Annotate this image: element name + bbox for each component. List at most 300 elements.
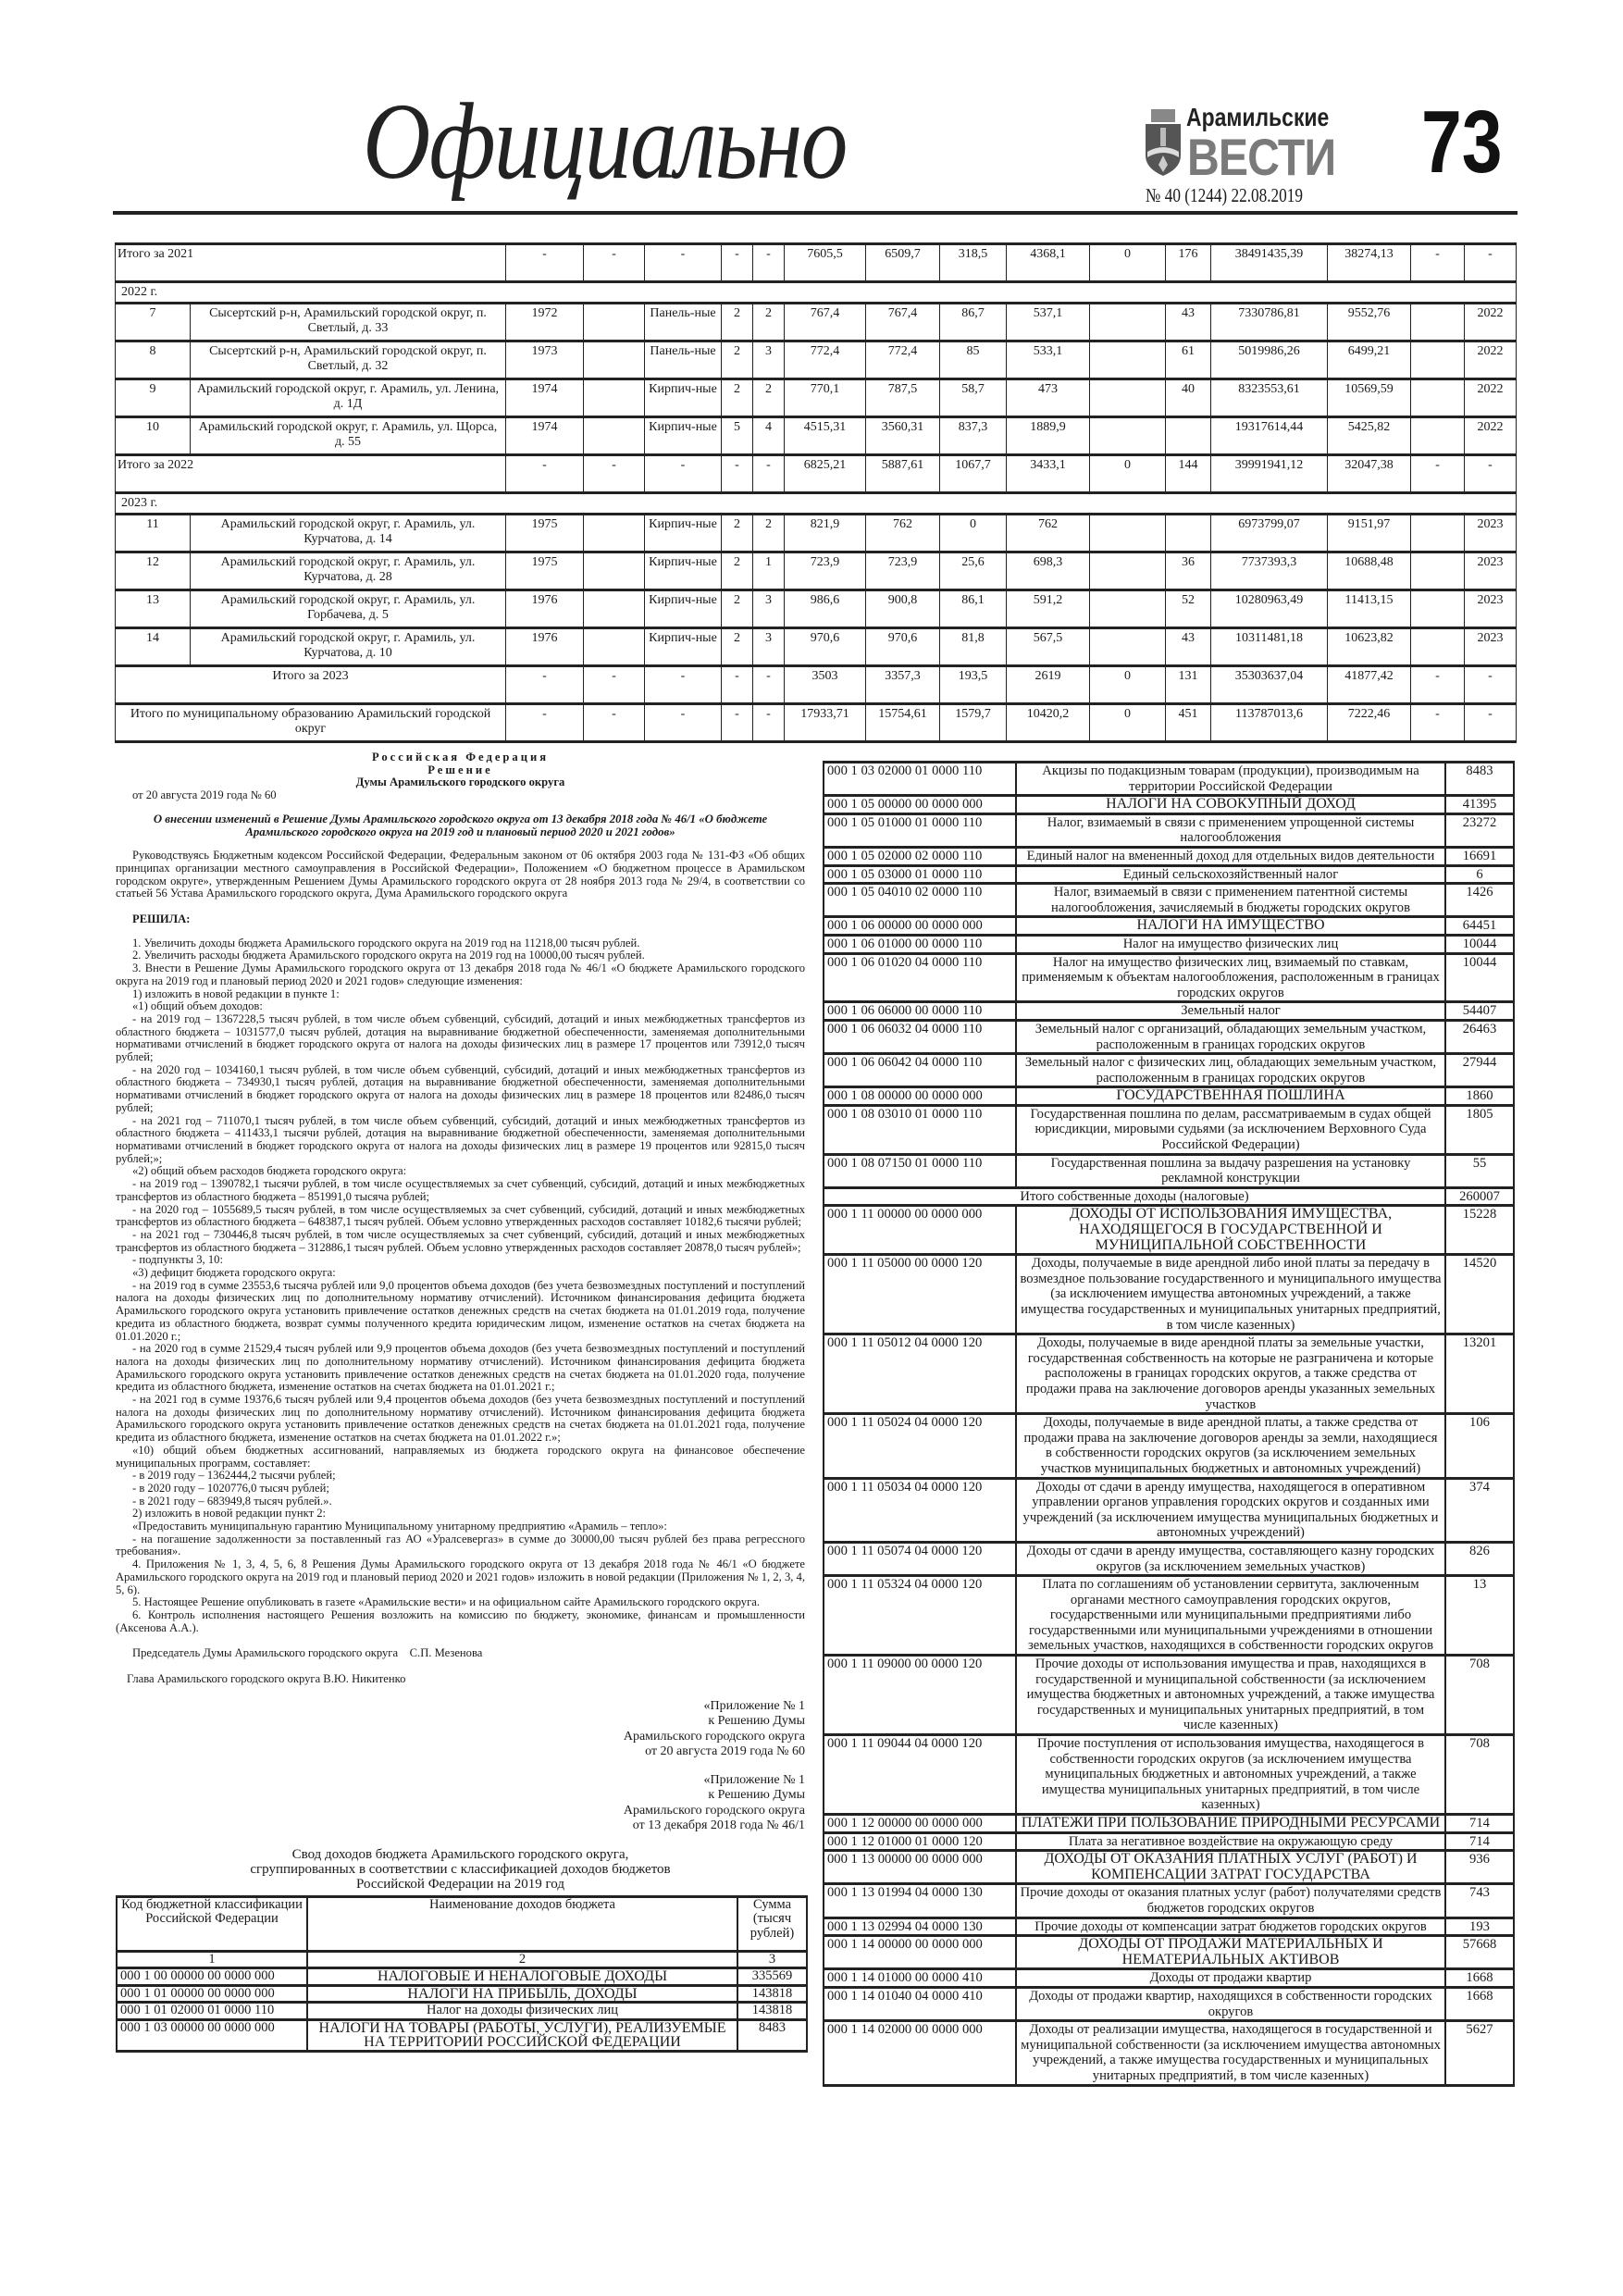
appendix-line: к Решению Думы bbox=[708, 1714, 805, 1729]
income-name: Доходы от сдачи в аренду имущества, составляющего казну городских округов (за исключением земельных участков) bbox=[1016, 1542, 1445, 1575]
table-cell: - bbox=[722, 455, 753, 493]
table-cell: 3357,3 bbox=[866, 666, 940, 704]
decision-paragraph: 5. Настоящее Решение опубликовать в газете «Арамильские вести» и на официальном сайте Арамильского городского округа. bbox=[132, 1595, 761, 1609]
table-cell: 837,3 bbox=[940, 417, 1007, 455]
table-cell: 3 bbox=[753, 628, 785, 666]
table-cell: 1889,9 bbox=[1007, 417, 1090, 455]
table-cell: 61 bbox=[1166, 341, 1211, 379]
table-cell bbox=[1090, 590, 1166, 628]
budget-code: 000 1 11 09044 04 0000 120 bbox=[824, 1735, 1016, 1815]
income-row bbox=[117, 1985, 807, 2003]
table-cell bbox=[1411, 590, 1465, 628]
budget-code: 000 1 06 06000 00 0000 110 bbox=[824, 1002, 1016, 1021]
income-name: Земельный налог с физических лиц, обладающих земельным участком, расположенным в границах городских округов bbox=[1016, 1054, 1445, 1087]
table-cell bbox=[1411, 515, 1465, 552]
appendix-line: Арамильского городского округа bbox=[623, 1803, 805, 1818]
table-cell: - bbox=[1465, 455, 1517, 493]
income-name: Плата за негативное воздействие на окружающую среду bbox=[1016, 1832, 1445, 1851]
table-cell: 2619 bbox=[1007, 666, 1090, 704]
table-cell: 2022 bbox=[1465, 304, 1517, 341]
income-row bbox=[824, 1832, 1514, 1851]
budget-code: 000 1 12 01000 01 0000 120 bbox=[824, 1832, 1016, 1851]
table-cell: 9151,97 bbox=[1328, 515, 1411, 552]
table-cell: 770,1 bbox=[785, 379, 866, 417]
table-cell: 7737393,3 bbox=[1211, 552, 1328, 590]
table-cell: 0 bbox=[1090, 666, 1166, 704]
income-row bbox=[824, 1002, 1514, 1021]
table-cell: - bbox=[584, 455, 645, 493]
income-row bbox=[824, 935, 1514, 953]
decision-paragraph: - на 2019 год в сумме 23553,6 тысяча рублей или 9,0 процентов объема доходов (без учета безвозмездных поступлений и поступлений налога на доходы физических лиц по дополнительному нормативу отчислений). Источником финансирования дефицита бюджета Арамильского городского округа установить привлечение остатков денежных средств на счетах бюджета на 01.01.2019 года, получение кредита из областного бюджета, возврат суммы полученного кредита юридическим лицом, изменение остатков на счетах бюджета на 01.01.2020 г.; bbox=[116, 1278, 805, 1343]
year-row bbox=[116, 493, 1517, 515]
table-cell bbox=[1090, 341, 1166, 379]
table-cell: 2023 г. bbox=[116, 493, 1517, 515]
income-row bbox=[824, 813, 1514, 847]
budget-code: 000 1 05 03000 01 0000 110 bbox=[824, 865, 1016, 884]
decision-paragraph: - на 2021 год – 730446,8 тысяч рублей, в том числе осуществляемых за счет субвенций, субсидий, дотаций и иных межбюджетных трансфертов из областного бюджета – 312886,1 тысяч рублей. Объем условно утвержденных расходов составляет 20878,0 тысяч рублей»; bbox=[116, 1227, 805, 1254]
table-cell: 0 bbox=[1090, 704, 1166, 742]
table-cell bbox=[584, 628, 645, 666]
table-cell: 2 bbox=[722, 590, 753, 628]
table-cell: - bbox=[506, 666, 584, 704]
table-cell: 6509,7 bbox=[866, 244, 940, 282]
header-sum: Сумма (тысяч рублей) bbox=[737, 1896, 807, 1951]
table-cell: - bbox=[645, 244, 722, 282]
appendix-line: «Приложение № 1 bbox=[703, 1772, 805, 1787]
table-cell: - bbox=[722, 704, 753, 742]
doc-type-heading: Решение bbox=[427, 763, 493, 776]
budget-code: 000 1 12 00000 00 0000 000 bbox=[824, 1815, 1016, 1833]
table-cell: 3503 bbox=[785, 666, 866, 704]
income-name: Земельный налог bbox=[1016, 1002, 1445, 1021]
table-cell: 1975 bbox=[506, 515, 584, 552]
title-line: сгруппированных в соответствии с классификацией доходов бюджетов bbox=[250, 1861, 671, 1877]
income-sum: 41395 bbox=[1445, 796, 1514, 814]
income-row bbox=[824, 1917, 1514, 1936]
income-name: Налог, взимаемый в связи с применением упрощенной системы налогообложения bbox=[1016, 813, 1445, 847]
income-sum: 23272 bbox=[1445, 813, 1514, 847]
table-cell: 10623,82 bbox=[1328, 628, 1411, 666]
table-cell: Итого по муниципальному образованию Арамильский городской округ bbox=[116, 704, 506, 742]
income-sum: 936 bbox=[1445, 1851, 1514, 1884]
table-header-row bbox=[117, 1896, 807, 1951]
table-cell: - bbox=[753, 455, 785, 493]
income-sum: 374 bbox=[1445, 1478, 1514, 1542]
table-cell: 1975 bbox=[506, 552, 584, 590]
page-number: 73 bbox=[1421, 93, 1503, 192]
table-cell: 1579,7 bbox=[940, 704, 1007, 742]
income-name: НАЛОГОВЫЕ И НЕНАЛОГОВЫЕ ДОХОДЫ bbox=[307, 1968, 737, 1986]
table-cell: - bbox=[753, 666, 785, 704]
table-cell: 473 bbox=[1007, 379, 1090, 417]
table-cell: - bbox=[753, 244, 785, 282]
table-cell: 2 bbox=[753, 379, 785, 417]
resolved-label: РЕШИЛА: bbox=[132, 912, 191, 926]
table-cell: 2 bbox=[722, 341, 753, 379]
income-name: Доходы, получаемые в виде арендной платы за земельные участки, государственная собственность на которые не разграничена и которые расположены в границах городских округов, а также средства от продажи права на заключение договоров аренды указанных земельных участков bbox=[1016, 1334, 1445, 1414]
header-code: Код бюджетной классификации Российской Федерации bbox=[117, 1896, 307, 1951]
decision-paragraph: «2) общий объем расходов бюджета городского округа: bbox=[132, 1164, 407, 1178]
table-cell: 15754,61 bbox=[866, 704, 940, 742]
table-cell: 32047,38 bbox=[1328, 455, 1411, 493]
decision-paragraph: «1) общий объем доходов: bbox=[132, 999, 263, 1013]
income-sum: 708 bbox=[1445, 1656, 1514, 1735]
budget-code: 000 1 13 00000 00 0000 000 bbox=[824, 1851, 1016, 1884]
decision-paragraph: - на 2020 год – 1055689,5 тысяч рублей, в том числе осуществляемых за счет субвенций, субсидий, дотаций и иных межбюджетных трансфертов из областного бюджета – 648387,1 тысяч рублей. Объем условно утвержденных расходов составляет 10182,6 тысячи рублей; bbox=[116, 1202, 805, 1229]
decision-paragraph: - на 2021 год – 711070,1 тысяч рублей, в том числе объем субвенций, субсидий, дотаций и иных межбюджетных трансфертов из областного бюджета – 411433,1 тысячи рублей, дотация на выравнивание бюджетной обеспеченности, заменяемая дополнительными нормативами отчислений в бюджет городского округа от налога на доходы физических лиц в размере 19 процентов или 92815,0 тысяч рублей;»; bbox=[116, 1113, 805, 1165]
appendix-line: Арамильского городского округа bbox=[623, 1729, 805, 1744]
table-cell bbox=[1090, 304, 1166, 341]
table-cell: Сысертский р-н, Арамильский городской округ, п. Светлый, д. 32 bbox=[191, 341, 506, 379]
budget-code: 000 1 06 01000 00 0000 110 bbox=[824, 935, 1016, 953]
year-row bbox=[116, 282, 1517, 304]
table-cell: Кирпич-ные bbox=[645, 515, 722, 552]
table-cell: 537,1 bbox=[1007, 304, 1090, 341]
income-sum: 8483 bbox=[1445, 763, 1514, 796]
income-sum: 335569 bbox=[737, 1968, 807, 1986]
budget-code: 000 1 01 00000 00 0000 000 bbox=[117, 1985, 307, 2003]
income-row bbox=[824, 1154, 1514, 1187]
income-row bbox=[824, 1884, 1514, 1917]
income-sum: 106 bbox=[1445, 1414, 1514, 1478]
table-row bbox=[116, 515, 1517, 552]
table-cell: - bbox=[645, 666, 722, 704]
table-cell: 567,5 bbox=[1007, 628, 1090, 666]
budget-code: 000 1 14 00000 00 0000 000 bbox=[824, 1936, 1016, 1969]
table-cell: Сысертский р-н, Арамильский городской округ, п. Светлый, д. 33 bbox=[191, 304, 506, 341]
income-name: Доходы, получаемые в виде арендной либо иной платы за передачу в возмездное пользование государственного и муниципального имущества (за исключением имущества автономных учреждений, а также имущества государственных и муниципальных унитарных предприятий, в том числе казенных) bbox=[1016, 1255, 1445, 1334]
table-cell: - bbox=[506, 704, 584, 742]
budget-code: 000 1 14 01040 04 0000 410 bbox=[824, 1987, 1016, 2020]
table-cell bbox=[1090, 628, 1166, 666]
table-cell: 1976 bbox=[506, 590, 584, 628]
table-cell: 86,1 bbox=[940, 590, 1007, 628]
income-row bbox=[824, 917, 1514, 936]
table-cell: - bbox=[1465, 666, 1517, 704]
table-cell: 6973799,07 bbox=[1211, 515, 1328, 552]
table-cell: Арамильский городской округ, г. Арамиль, ул. Ленина, д. 1Д bbox=[191, 379, 506, 417]
table-cell: - bbox=[722, 244, 753, 282]
income-sum: 5627 bbox=[1445, 2021, 1514, 2085]
budget-code: 000 1 11 05074 04 0000 120 bbox=[824, 1542, 1016, 1575]
income-sum: 13 bbox=[1445, 1576, 1514, 1656]
table-cell: Итого за 2022 bbox=[116, 455, 506, 493]
budget-code: 000 1 06 00000 00 0000 000 bbox=[824, 917, 1016, 936]
table-cell: - bbox=[1411, 455, 1465, 493]
signature-chair: Председатель Думы Арамильского городского округа С.П. Мезенова bbox=[132, 1646, 483, 1660]
table-cell: 3560,31 bbox=[866, 417, 940, 455]
income-row bbox=[824, 1542, 1514, 1575]
table-cell: 318,5 bbox=[940, 244, 1007, 282]
budget-code: 000 1 14 02000 00 0000 000 bbox=[824, 2021, 1016, 2085]
table-cell: 43 bbox=[1166, 628, 1211, 666]
table-cell: 451 bbox=[1166, 704, 1211, 742]
income-row bbox=[824, 1087, 1514, 1106]
income-row bbox=[824, 1478, 1514, 1542]
budget-code: 000 1 08 00000 00 0000 000 bbox=[824, 1087, 1016, 1106]
table-cell: 2 bbox=[753, 515, 785, 552]
table-cell: 970,6 bbox=[866, 628, 940, 666]
table-cell: 193,5 bbox=[940, 666, 1007, 704]
decision-paragraph: 2) изложить в новой редакции пункт 2: bbox=[132, 1507, 327, 1520]
table-cell: - bbox=[1411, 704, 1465, 742]
table-cell: 36 bbox=[1166, 552, 1211, 590]
table-row bbox=[116, 552, 1517, 590]
table-cell: 10 bbox=[116, 417, 191, 455]
table-cell: 5887,61 bbox=[866, 455, 940, 493]
decision-paragraph: 6. Контроль исполнения настоящего Решения возложить на комиссию по бюджету, экономике, финансам и промышленности (Аксенова А.А.). bbox=[116, 1608, 805, 1634]
table-cell: - bbox=[506, 244, 584, 282]
table-cell: 2023 bbox=[1465, 590, 1517, 628]
table-cell: 762 bbox=[866, 515, 940, 552]
table-cell: 4515,31 bbox=[785, 417, 866, 455]
budget-code: 000 1 11 05034 04 0000 120 bbox=[824, 1478, 1016, 1542]
table-cell: 762 bbox=[1007, 515, 1090, 552]
income-sum: 708 bbox=[1445, 1735, 1514, 1815]
income-row bbox=[824, 1656, 1514, 1735]
table-cell: - bbox=[1465, 704, 1517, 742]
table-cell: - bbox=[1411, 666, 1465, 704]
table-cell: - bbox=[722, 666, 753, 704]
table-cell bbox=[584, 590, 645, 628]
table-cell: 723,9 bbox=[785, 552, 866, 590]
appendix-reference-2 bbox=[116, 1773, 805, 1834]
table-cell bbox=[1411, 628, 1465, 666]
table-cell: 38491435,39 bbox=[1211, 244, 1328, 282]
table-cell: 85 bbox=[940, 341, 1007, 379]
table-row bbox=[116, 628, 1517, 666]
table-cell: 176 bbox=[1166, 244, 1211, 282]
table-cell: 2 bbox=[722, 515, 753, 552]
table-cell: Кирпич-ные bbox=[645, 628, 722, 666]
income-sum: 27944 bbox=[1445, 1054, 1514, 1087]
table-cell: 5 bbox=[722, 417, 753, 455]
income-name: Налог на имущество физических лиц, взимаемый по ставкам, применяемым к объектам налогообложения, расположенным в границах городских округов bbox=[1016, 953, 1445, 1002]
decision-paragraph: - подпункты 3, 10: bbox=[132, 1253, 223, 1267]
table-cell: 9 bbox=[116, 379, 191, 417]
budget-code: 000 1 13 01994 04 0000 130 bbox=[824, 1884, 1016, 1917]
income-name: Прочие доходы от компенсации затрат бюджетов городских округов bbox=[1016, 1917, 1445, 1936]
income-sum: 6 bbox=[1445, 865, 1514, 884]
income-table-part-1 bbox=[116, 1895, 808, 2053]
table-cell: 10688,48 bbox=[1328, 552, 1411, 590]
decision-paragraph: 2. Увеличить расходы бюджета Арамильского городского округа на 2019 год на 10000,00 тысяч рублей. bbox=[132, 949, 645, 962]
table-cell: - bbox=[584, 666, 645, 704]
table-cell: 0 bbox=[1090, 455, 1166, 493]
table-cell: 2023 bbox=[1465, 552, 1517, 590]
table-cell: 2022 bbox=[1465, 379, 1517, 417]
table-cell: 900,8 bbox=[866, 590, 940, 628]
table-cell: 13 bbox=[116, 590, 191, 628]
table-row bbox=[116, 341, 1517, 379]
income-row bbox=[117, 1968, 807, 1986]
budget-code: 000 1 11 00000 00 0000 000 bbox=[824, 1206, 1016, 1255]
table-cell: 0 bbox=[940, 515, 1007, 552]
table-cell: 787,5 bbox=[866, 379, 940, 417]
income-row bbox=[117, 2003, 807, 2020]
table-cell: 41877,42 bbox=[1328, 666, 1411, 704]
income-name: Прочие доходы от использования имущества и прав, находящихся в государственной и муниципальной собственности (за исключением имущества бюджетных и автономных учреждений, а также имущества государственных и муниципальных унитарных предприятий, в том числе казенных) bbox=[1016, 1656, 1445, 1735]
table-cell: 533,1 bbox=[1007, 341, 1090, 379]
table-cell: 10420,2 bbox=[1007, 704, 1090, 742]
table-cell: Арамильский городской округ, г. Арамиль, ул. Курчатова, д. 28 bbox=[191, 552, 506, 590]
table-cell: Арамильский городской округ, г. Арамиль, ул. Щорса, д. 55 bbox=[191, 417, 506, 455]
table-cell: 19317614,44 bbox=[1211, 417, 1328, 455]
newspaper-logo-top: Арамильские bbox=[1186, 103, 1330, 131]
income-name: НАЛОГИ НА ТОВАРЫ (РАБОТЫ, УСЛУГИ), РЕАЛИЗУЕМЫЕ НА ТЕРРИТОРИИ РОССИЙСКОЙ ФЕДЕРАЦИИ bbox=[307, 2019, 737, 2051]
table-cell: 8323553,61 bbox=[1211, 379, 1328, 417]
table-cell: 9552,76 bbox=[1328, 304, 1411, 341]
income-row bbox=[824, 2021, 1514, 2085]
signature-head: Глава Арамильского городского округа В.Ю. Никитенко bbox=[127, 1672, 406, 1686]
table-cell bbox=[1411, 304, 1465, 341]
table-cell: 2023 bbox=[1465, 628, 1517, 666]
table-cell bbox=[1090, 515, 1166, 552]
issue-info: № 40 (1244) 22.08.2019 bbox=[1146, 184, 1303, 206]
table-cell: - bbox=[1465, 244, 1517, 282]
income-name: НАЛОГИ НА ПРИБЫЛЬ, ДОХОДЫ bbox=[307, 1985, 737, 2003]
total-row bbox=[116, 244, 1517, 282]
income-row bbox=[824, 1987, 1514, 2020]
table-cell bbox=[1411, 552, 1465, 590]
table-cell: 2022 bbox=[1465, 417, 1517, 455]
budget-code: 000 1 11 09000 00 0000 120 bbox=[824, 1656, 1016, 1735]
income-sum: 55 bbox=[1445, 1154, 1514, 1187]
income-sum: 57668 bbox=[1445, 1936, 1514, 1969]
table-cell: - bbox=[645, 455, 722, 493]
income-name: Доходы от продажи квартир bbox=[1016, 1969, 1445, 1988]
issuer-heading: Думы Арамильского городского округа bbox=[355, 776, 565, 789]
table-cell: 58,7 bbox=[940, 379, 1007, 417]
table-cell: 8 bbox=[116, 341, 191, 379]
table-cell: - bbox=[645, 704, 722, 742]
income-sum: 714 bbox=[1445, 1832, 1514, 1851]
budget-code: 000 1 14 01000 00 0000 410 bbox=[824, 1969, 1016, 1988]
table-cell: Кирпич-ные bbox=[645, 417, 722, 455]
table-cell bbox=[1166, 515, 1211, 552]
table-cell: - bbox=[1411, 244, 1465, 282]
table-cell: 5019986,26 bbox=[1211, 341, 1328, 379]
budget-code: 000 1 01 02000 01 0000 110 bbox=[117, 2003, 307, 2020]
income-name: ГОСУДАРСТВЕННАЯ ПОШЛИНА bbox=[1016, 1087, 1445, 1106]
income-row bbox=[824, 763, 1514, 796]
income-name: Налог на доходы физических лиц bbox=[307, 2003, 737, 2020]
decision-date: от 20 августа 2019 года № 60 bbox=[132, 788, 277, 802]
table-cell: 6499,21 bbox=[1328, 341, 1411, 379]
income-sum: 15228 bbox=[1445, 1206, 1514, 1255]
table-cell: 698,3 bbox=[1007, 552, 1090, 590]
table-cell: 2022 г. bbox=[116, 282, 1517, 304]
table-cell bbox=[584, 417, 645, 455]
table-cell: 2 bbox=[753, 304, 785, 341]
decision-paragraph: 4. Приложения № 1, 3, 4, 5, 6, 8 Решения Думы Арамильского городского округа от 13 декабря 2018 года № 46/1 «О бюджете Арамильского городского округа на 2019 год и плановый период 2020 и 2021 годов» изложить в новой редакции (Приложения № 1, 2, 3, 4, 5, 6). bbox=[116, 1558, 805, 1596]
income-name: Прочие доходы от оказания платных услуг (работ) получателями средств бюджетов городских округов bbox=[1016, 1884, 1445, 1917]
appendix-line: «Приложение № 1 bbox=[703, 1698, 805, 1713]
col-number: 3 bbox=[737, 1951, 807, 1968]
table-cell: 12 bbox=[116, 552, 191, 590]
table-cell: 17933,71 bbox=[785, 704, 866, 742]
decision-title: О внесении изменений в Решение Думы Арамильского городского округа от 13 декабря 2018 года № 46/1 «О бюджете Арамильского городского округа на 2019 год и плановый период 2020 и 2021 годов» bbox=[153, 812, 768, 838]
income-name: Государственная пошлина за выдачу разрешения на установку рекламной конструкции bbox=[1016, 1154, 1445, 1187]
table-cell: 81,8 bbox=[940, 628, 1007, 666]
income-row bbox=[117, 2019, 807, 2051]
income-name: Единый сельскохозяйственный налог bbox=[1016, 865, 1445, 884]
table-cell: Панель-ные bbox=[645, 341, 722, 379]
budget-code: 000 1 05 00000 00 0000 000 bbox=[824, 796, 1016, 814]
income-row bbox=[824, 1334, 1514, 1414]
appendix-line: к Решению Думы bbox=[708, 1788, 805, 1803]
table-cell: 3 bbox=[753, 590, 785, 628]
table-cell: 11413,15 bbox=[1328, 590, 1411, 628]
table-row bbox=[116, 379, 1517, 417]
income-name: Налог, взимаемый в связи с применением патентной системы налогообложения, зачисляемый в бюджеты городских округов bbox=[1016, 884, 1445, 917]
table-cell: Арамильский городской округ, г. Арамиль, ул. Курчатова, д. 14 bbox=[191, 515, 506, 552]
table-cell bbox=[1090, 552, 1166, 590]
income-row bbox=[824, 1206, 1514, 1255]
table-cell: 39991941,12 bbox=[1211, 455, 1328, 493]
income-name: Налог на имущество физических лиц bbox=[1016, 935, 1445, 953]
table-cell: 986,6 bbox=[785, 590, 866, 628]
newspaper-logo-main: ВЕСТИ bbox=[1187, 128, 1336, 186]
income-sum: 1668 bbox=[1445, 1969, 1514, 1988]
budget-code: 000 1 03 02000 01 0000 110 bbox=[824, 763, 1016, 796]
income-row bbox=[824, 847, 1514, 865]
table-cell: Кирпич-ные bbox=[645, 552, 722, 590]
income-table-title bbox=[116, 1847, 805, 1892]
preamble: Руководствуясь Бюджетным кодексом Российской Федерации, Федеральным законом от 06 октября 2003 года № 131-ФЗ «Об общих принципах организации местного самоуправления в Российской Федерации», Положением «О бюджетном процессе в Арамильском городском округе», утвержденным Решением Думы Арамильского городского округа от 28 ноября 2013 года № 29/4, в соответствии со статьей 56 Устава Арамильского городского округа, Дума Арамильского городского округа bbox=[116, 849, 805, 900]
table-cell: 723,9 bbox=[866, 552, 940, 590]
table-cell: 2023 bbox=[1465, 515, 1517, 552]
income-name: ДОХОДЫ ОТ ОКАЗАНИЯ ПЛАТНЫХ УСЛУГ (РАБОТ) И КОМПЕНСАЦИИ ЗАТРАТ ГОСУДАРСТВА bbox=[1016, 1851, 1445, 1884]
income-sum: 193 bbox=[1445, 1917, 1514, 1936]
income-name: ПЛАТЕЖИ ПРИ ПОЛЬЗОВАНИЕ ПРИРОДНЫМИ РЕСУРСАМИ bbox=[1016, 1815, 1445, 1833]
table-cell: Итого за 2023 bbox=[116, 666, 506, 704]
income-sum: 1668 bbox=[1445, 1987, 1514, 2020]
income-name: Доходы от продажи квартир, находящихся в собственности городских округов bbox=[1016, 1987, 1445, 2020]
budget-code: 000 1 05 01000 01 0000 110 bbox=[824, 813, 1016, 847]
income-sum: 1805 bbox=[1445, 1105, 1514, 1154]
budget-code: 000 1 03 00000 00 0000 000 bbox=[117, 2019, 307, 2051]
income-name: Акцизы по подакцизным товарам (продукции), производимым на территории Российской Федерации bbox=[1016, 763, 1445, 796]
title-line: Российской Федерации на 2019 год bbox=[356, 1876, 564, 1892]
table-cell: 4 bbox=[753, 417, 785, 455]
table-cell: 86,7 bbox=[940, 304, 1007, 341]
housing-table bbox=[115, 242, 1517, 743]
table-cell: - bbox=[584, 704, 645, 742]
income-row bbox=[824, 1969, 1514, 1988]
table-row bbox=[116, 590, 1517, 628]
income-sum: 143818 bbox=[737, 1985, 807, 2003]
income-row bbox=[824, 1255, 1514, 1334]
income-sum: 1426 bbox=[1445, 884, 1514, 917]
income-sum: 143818 bbox=[737, 2003, 807, 2020]
decision-paragraph: 1) изложить в новой редакции в пункте 1: bbox=[132, 987, 340, 1000]
income-name: ДОХОДЫ ОТ ПРОДАЖИ МАТЕРИАЛЬНЫХ И НЕМАТЕРИАЛЬНЫХ АКТИВОВ bbox=[1016, 1936, 1445, 1969]
table-cell: 1974 bbox=[506, 379, 584, 417]
total-label: Итого собственные доходы (налоговые) bbox=[824, 1187, 1445, 1206]
decision-paragraph: - в 2021 году – 683949,8 тысяч рублей.». bbox=[132, 1494, 332, 1508]
table-row bbox=[116, 417, 1517, 455]
table-cell: 1067,7 bbox=[940, 455, 1007, 493]
income-row bbox=[824, 1054, 1514, 1087]
table-cell: 970,6 bbox=[785, 628, 866, 666]
income-sum: 260007 bbox=[1445, 1187, 1514, 1206]
decision-paragraph: - на 2021 год в сумме 19376,6 тысяч рублей или 9,4 процентов объема доходов (без учета безвозмездных поступлений и поступлений налога на доходы физических лиц по дополнительному нормативу отчислений). Источником финансирования дефицита бюджета Арамильского городского округа установить привлечение остатков денежных средств на счетах бюджета на 01.01.2021 года, получение кредита из областного бюджета, изменение остатков на счетах бюджета на 01.01.2022 г.»; bbox=[116, 1393, 805, 1445]
income-sum: 8483 bbox=[737, 2019, 807, 2051]
income-sum: 26463 bbox=[1445, 1020, 1514, 1053]
appendix-reference-1 bbox=[116, 1699, 805, 1760]
section-title: Официально bbox=[363, 81, 847, 202]
